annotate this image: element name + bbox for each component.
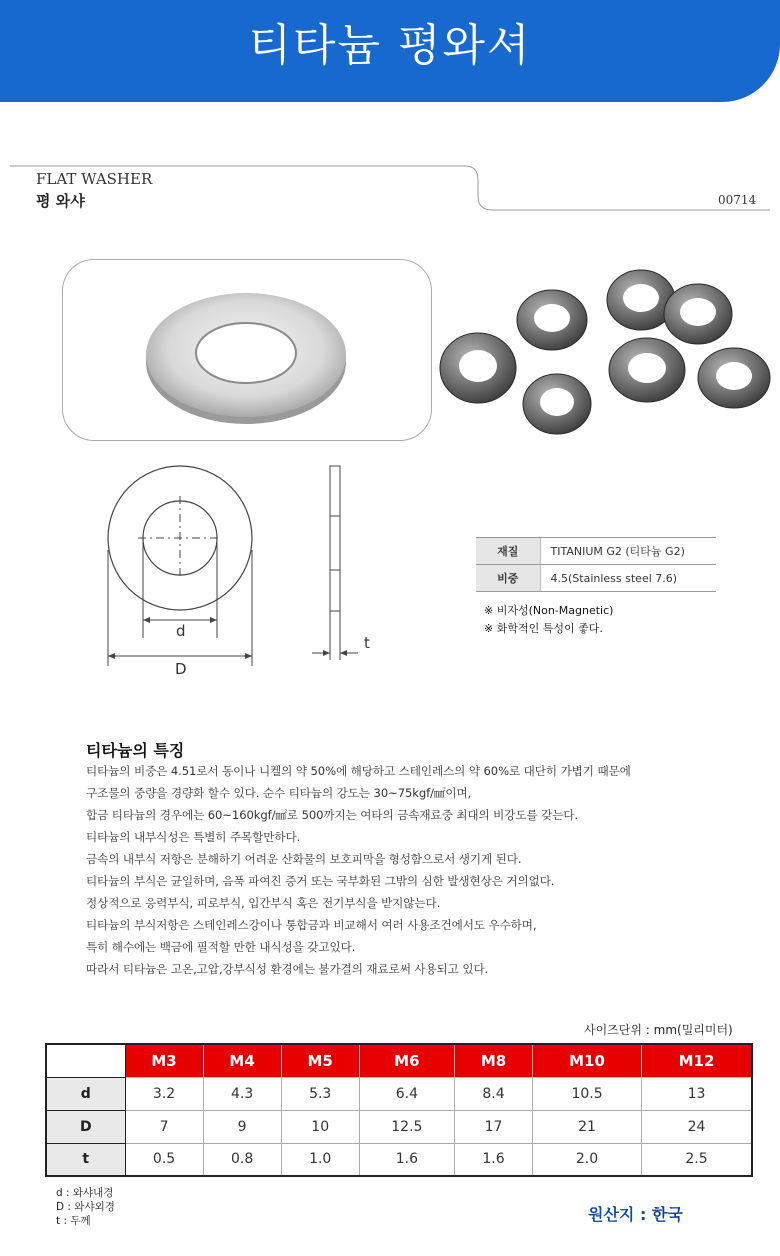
product-name-en: FLAT WASHER <box>36 170 153 188</box>
spec-value: TITANIUM G2 (티타늄 G2) <box>540 538 716 565</box>
table-cell: 24 <box>642 1110 752 1143</box>
table-cell: 0.8 <box>203 1143 281 1176</box>
table-cell: 0.5 <box>125 1143 203 1176</box>
drawing-label-inner: d <box>176 622 186 640</box>
table-cell: 3.2 <box>125 1077 203 1110</box>
table-cell: 5.3 <box>281 1077 359 1110</box>
spec-note: ※ 화학적인 특성이 좋다. <box>484 622 603 635</box>
legend-item: t : 두께 <box>56 1215 91 1227</box>
table-cell: 1.0 <box>281 1143 359 1176</box>
table-corner <box>46 1044 125 1077</box>
feature-line: 특히 해수에는 백금에 필적할 만한 내식성을 갖고있다. <box>86 940 356 954</box>
drawing-label-thickness: t <box>364 634 370 652</box>
feature-line: 티타늄의 부식은 균일하며, 음푹 파여진 증거 또는 국부화된 그밖의 심한 발생현상은 거의없다. <box>86 874 555 888</box>
origin-info <box>588 1202 683 1225</box>
spec-key: 비중 <box>476 565 540 592</box>
washer-photo-group <box>436 262 776 438</box>
table-cell: 8.4 <box>454 1077 532 1110</box>
col-header: M8 <box>454 1044 532 1077</box>
spec-table <box>476 537 716 592</box>
row-header: D <box>46 1110 125 1143</box>
col-header: M6 <box>359 1044 454 1077</box>
col-header: M10 <box>533 1044 642 1077</box>
washer-technical-drawing <box>76 460 406 692</box>
feature-line: 정상적으로 응력부식, 피로부식, 입간부식 혹은 전기부식을 받지않는다. <box>86 896 441 910</box>
size-unit-note: 사이즈단위 : mm(밀리미터) <box>584 1023 733 1037</box>
feature-line: 티타늄의 부식저항은 스테인레스강이나 통합금과 비교해서 여러 사용조건에서도 우수하며, <box>86 918 537 932</box>
spec-row-material <box>476 538 716 565</box>
table-cell: 17 <box>454 1110 532 1143</box>
origin-value: 한국 <box>651 1205 683 1224</box>
feature-line: 구조물의 중량을 경량화 할수 있다. 순수 티타늄의 강도는 30~75kgf/㎟이며, <box>86 786 472 800</box>
table-cell: 2.5 <box>642 1143 752 1176</box>
spec-value: 4.5(Stainless steel 7.6) <box>540 565 716 592</box>
table-cell: 1.6 <box>359 1143 454 1176</box>
spec-key: 재질 <box>476 538 540 565</box>
size-table <box>45 1043 753 1177</box>
page-title: 티타늄 평와셔 <box>248 20 532 71</box>
table-cell: 10 <box>281 1110 359 1143</box>
features-title: 티타늄의 특징 <box>86 741 185 760</box>
col-header: M4 <box>203 1044 281 1077</box>
table-row <box>46 1077 752 1110</box>
washer-photo-single <box>62 259 432 441</box>
product-code: 00714 <box>718 193 757 207</box>
table-row <box>46 1143 752 1176</box>
feature-line: 티타늄의 비중은 4.51로서 동이나 니켈의 약 50%에 해당하고 스테인레스의 약 60%로 대단히 가볍기 때문에 <box>86 764 631 778</box>
table-cell: 10.5 <box>533 1077 642 1110</box>
legend-item: D : 와샤외경 <box>56 1201 115 1213</box>
spec-note: ※ 비자성(Non-Magnetic) <box>484 604 614 617</box>
spec-row-gravity <box>476 565 716 592</box>
row-header: d <box>46 1077 125 1110</box>
size-header-row <box>46 1044 752 1077</box>
table-cell: 7 <box>125 1110 203 1143</box>
drawing-label-outer: D <box>175 660 187 678</box>
origin-label: 원산지 : <box>588 1205 652 1224</box>
legend-item: d : 와샤내경 <box>56 1187 114 1199</box>
col-header: M5 <box>281 1044 359 1077</box>
feature-line: 티타늄의 내부식성은 특별히 주목할만하다. <box>86 830 301 844</box>
table-cell: 1.6 <box>454 1143 532 1176</box>
table-cell: 21 <box>533 1110 642 1143</box>
table-cell: 12.5 <box>359 1110 454 1143</box>
label-frame <box>10 158 770 218</box>
table-cell: 4.3 <box>203 1077 281 1110</box>
table-cell: 6.4 <box>359 1077 454 1110</box>
feature-line: 따라서 티타늄은 고온,고압,강부식성 환경에는 불가결의 재료로써 사용되고 있다. <box>86 962 489 976</box>
table-row <box>46 1110 752 1143</box>
table-cell: 13 <box>642 1077 752 1110</box>
table-cell: 9 <box>203 1110 281 1143</box>
table-cell: 2.0 <box>533 1143 642 1176</box>
feature-line: 금속의 내부식 저항은 분해하기 어려운 산화물의 보호피막을 형성함으로서 생기게 된다. <box>86 852 522 866</box>
row-header: t <box>46 1143 125 1176</box>
col-header: M3 <box>125 1044 203 1077</box>
feature-line: 합금 티타늄의 경우에는 60~160kgf/㎟로 500까지는 여타의 금속재료중 최대의 비강도를 갖는다. <box>86 808 579 822</box>
product-name-ko: 평 와샤 <box>36 192 85 210</box>
col-header: M12 <box>642 1044 752 1077</box>
